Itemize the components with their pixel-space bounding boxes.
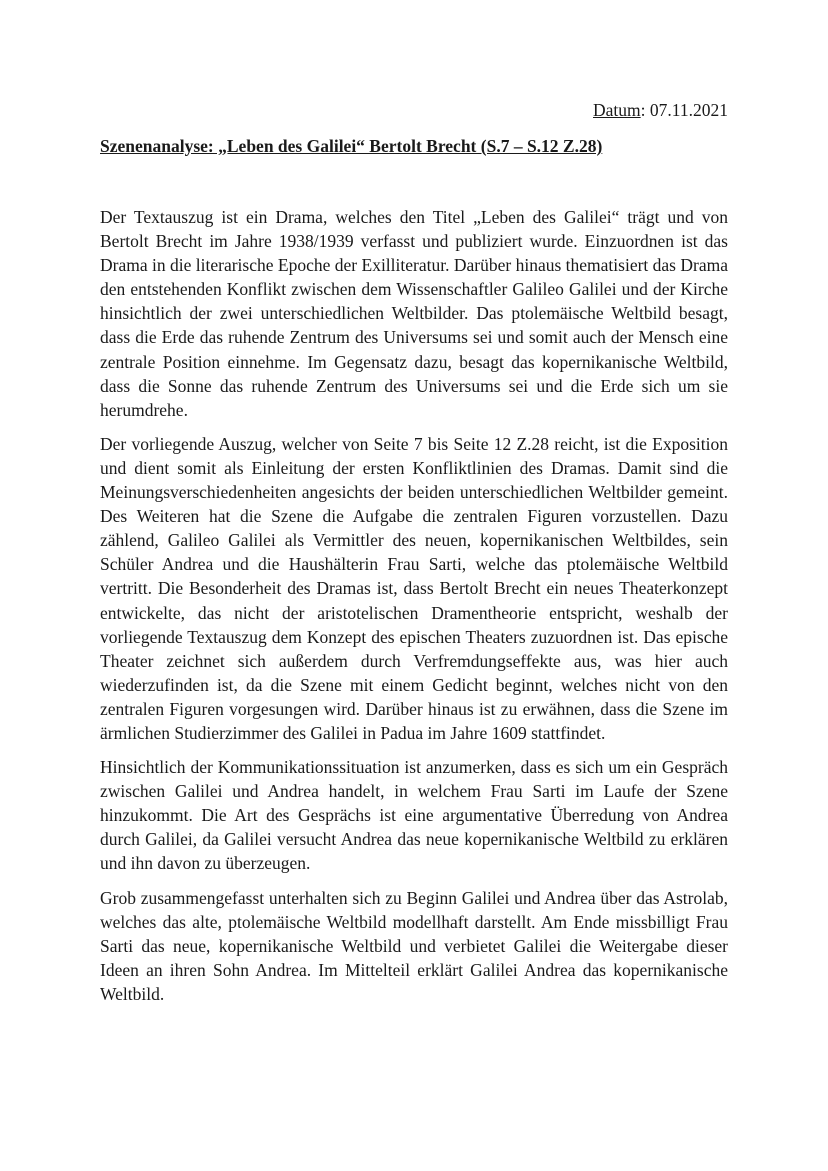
paragraph-summary: Grob zusammengefasst unterhalten sich zu Beginn Galilei und Andrea über das Astrolab, welches das alte, ptolemäische Weltbild modellhaft darstellt. Am Ende missbilligt Frau Sarti das neue, kopernikanische Weltbild und verbietet Galilei die Weitergabe dieser Ideen an ihren Sohn Andrea. Im Mittelteil erklärt Galilei Andrea das kopernikanische Weltbild.	[100, 887, 728, 1004]
document-body	[100, 205, 728, 1016]
paragraph-introduction: Der Textauszug ist ein Drama, welches den Titel „Leben des Galilei“ trägt und von Bertolt Brecht im Jahre 1938/1939 verfasst und publiziert wurde. Einzuordnen ist das Drama in die literarische Epoche der Exilliteratur. Darüber hinaus thematisiert das Drama den entstehenden Konflikt zwischen dem Wissenschaftler Galileo Galilei und der Kirche hinsichtlich der zwei unterschiedlichen Weltbilder. Das ptolemäische Weltbild besagt, dass die Erde das ruhende Zentrum des Universums sei und somit auch der Mensch eine zentrale Position einnehme. Im Gegensatz dazu, besagt das kopernikanische Weltbild, dass die Sonne das ruhende Zentrum des Universums sei und die Erde sich um sie herumdrehe.	[100, 207, 728, 420]
document-title: Szenenanalyse: „Leben des Galilei“ Bertolt Brecht (S.7 – S.12 Z.28)	[100, 136, 603, 156]
paragraph-exposition: Der vorliegende Auszug, welcher von Seite 7 bis Seite 12 Z.28 reicht, ist die Exposition und dient somit als Einleitung der ersten Konfliktlinien des Dramas. Damit sind die Meinungsverschiedenheiten angesichts der beiden unterschiedlichen Weltbilder gemeint. Des Weiteren hat die Szene die Aufgabe die zentralen Figuren vorzustellen. Dazu zählend, Galileo Galilei als Vermittler des neuen, kopernikanischen Weltbildes, sein Schüler Andrea und die Haushälterin Frau Sarti, welche das ptolemäische Weltbild vertritt. Die Besonderheit des Dramas ist, dass Bertolt Brecht ein neues Theaterkonzept entwickelte, das nicht der aristotelischen Dramentheorie entspricht, weshalb der vorliegende Textauszug dem Konzept des epischen Theaters zuzuordnen ist. Das epische Theater zeichnet sich außerdem durch Verfremdungseffekte aus, was hier auch wiederzufinden ist, da die Szene mit einem Gedicht beginnt, welches nicht von den zentralen Figuren vorgesungen wird. Darüber hinaus ist zu erwähnen, dass die Szene im ärmlichen Studierzimmer des Galilei in Padua im Jahre 1609 stattfindet.	[100, 433, 728, 743]
paragraph-communication: Hinsichtlich der Kommunikationssituation ist anzumerken, dass es sich um ein Gespräch zwischen Galilei und Andrea handelt, in welchem Frau Sarti im Laufe der Szene hinzukommt. Die Art des Gesprächs ist eine argumentative Überredung von Andrea durch Galilei, da Galilei versucht Andrea das neue kopernikanische Weltbild zu erklären und ihn davon zu überzeugen.	[100, 757, 728, 874]
date-line	[593, 99, 728, 121]
date-value: : 07.11.2021	[640, 100, 728, 120]
date-label: Datum	[593, 100, 641, 120]
